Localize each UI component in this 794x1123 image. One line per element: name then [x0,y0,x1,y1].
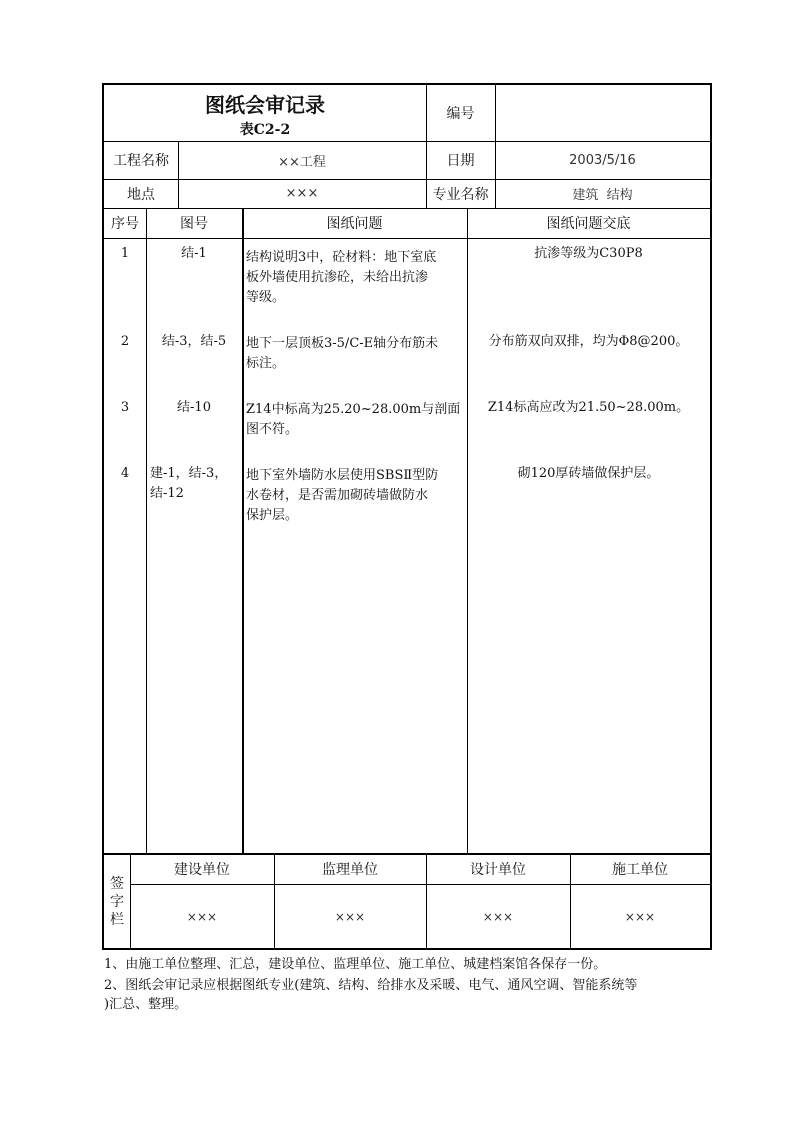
note-2: 2、图纸会审记录应根据图纸专业(建筑、结构、给排水及采暖、电气、通风空调、智能系统等 [104,978,638,993]
location-label: 地点 [127,186,155,203]
table-row-seq: 4 [120,466,130,481]
table-row-drawing-no: 结-1 [181,246,207,261]
table-row-drawing-no [150,464,240,504]
table-row-resolution: 抗渗等级为C30P8 [534,246,643,261]
signature-label-char: 签 [110,876,124,892]
table-row-issue [246,400,466,440]
issue-line: 标注。 [246,356,286,371]
issue-line: Z14中标高为25.20~28.00m与剖面 [246,402,461,417]
discipline-value: 建筑 结构 [572,188,633,203]
project-name-label: 工程名称 [113,153,169,169]
table-row-issue [246,334,466,374]
column-header-resolution: 图纸问题交底 [546,216,631,232]
issue-line: 图不符。 [246,422,299,437]
signature-value: ××× [334,909,366,924]
form-code: 表C2-2 [239,122,291,138]
issue-line: 地下室外墙防水层使用SBSⅡ型防 [246,468,439,483]
drawing-line: 建-1，结-3， [150,466,228,481]
discipline-label: 专业名称 [432,186,489,203]
signature-unit-supervision: 监理单位 [322,862,378,878]
note-2-continued: )汇总、整理。 [104,997,188,1012]
location-value: ××× [285,186,319,201]
signature-unit-construction: 建设单位 [174,862,230,878]
table-row-resolution: 分布筋双向双排，均为Φ8@200。 [488,334,689,349]
signature-unit-design: 设计单位 [470,862,526,878]
issue-line: 水卷材，是否需加砌砖墙做防水 [246,488,429,503]
issue-line: 等级。 [246,290,286,305]
issue-line: 地下一层顶板3-5/C-E轴分布筋未 [246,336,439,351]
table-row-issue [246,248,466,308]
table-row-seq: 2 [120,334,130,349]
issue-line: 保护层。 [246,508,299,523]
drawing-line: 结-12 [150,486,184,501]
project-name-value: ××工程 [278,154,326,170]
column-header-seq: 序号 [111,216,139,232]
rule [104,238,710,239]
number-value [495,85,710,141]
rule [242,208,244,853]
column-header-drawing-no: 图号 [180,216,208,232]
form-title: 图纸会审记录 [205,92,325,117]
note-1: 1、由施工单位整理、汇总，建设单位、监理单位、施工单位、城建档案馆各保存一份。 [104,957,607,972]
issue-line: 板外墙使用抗渗砼，未给出抗渗 [246,270,429,285]
issue-line: 结构说明3中，砼材料：地下室底 [246,250,437,265]
signature-label [104,875,130,929]
table-row-drawing-no: 结-10 [177,400,211,415]
signature-value: ××× [186,909,218,924]
table-row-issue [246,466,466,526]
signature-value: ××× [482,909,514,924]
table-row-seq: 1 [120,246,130,261]
signature-label-char: 字 [110,894,124,910]
drawing-review-record-form [102,83,712,950]
table-row-resolution: 砌120厚砖墙做保护层。 [517,466,660,481]
signature-value: ××× [624,909,656,924]
date-label: 日期 [446,153,475,169]
table-row-resolution: Z14标高应改为21.50~28.00m。 [487,400,690,415]
rule [146,208,147,853]
column-header-issue: 图纸问题 [326,216,383,232]
table-row-seq: 3 [120,400,130,415]
date-value: 2003/5/16 [569,152,636,168]
rule [467,208,468,853]
table-row-drawing-no: 结-3，结-5 [161,334,227,349]
signature-unit-contractor: 施工单位 [612,862,668,878]
signature-label-char: 栏 [110,912,124,928]
number-label: 编号 [446,106,475,122]
